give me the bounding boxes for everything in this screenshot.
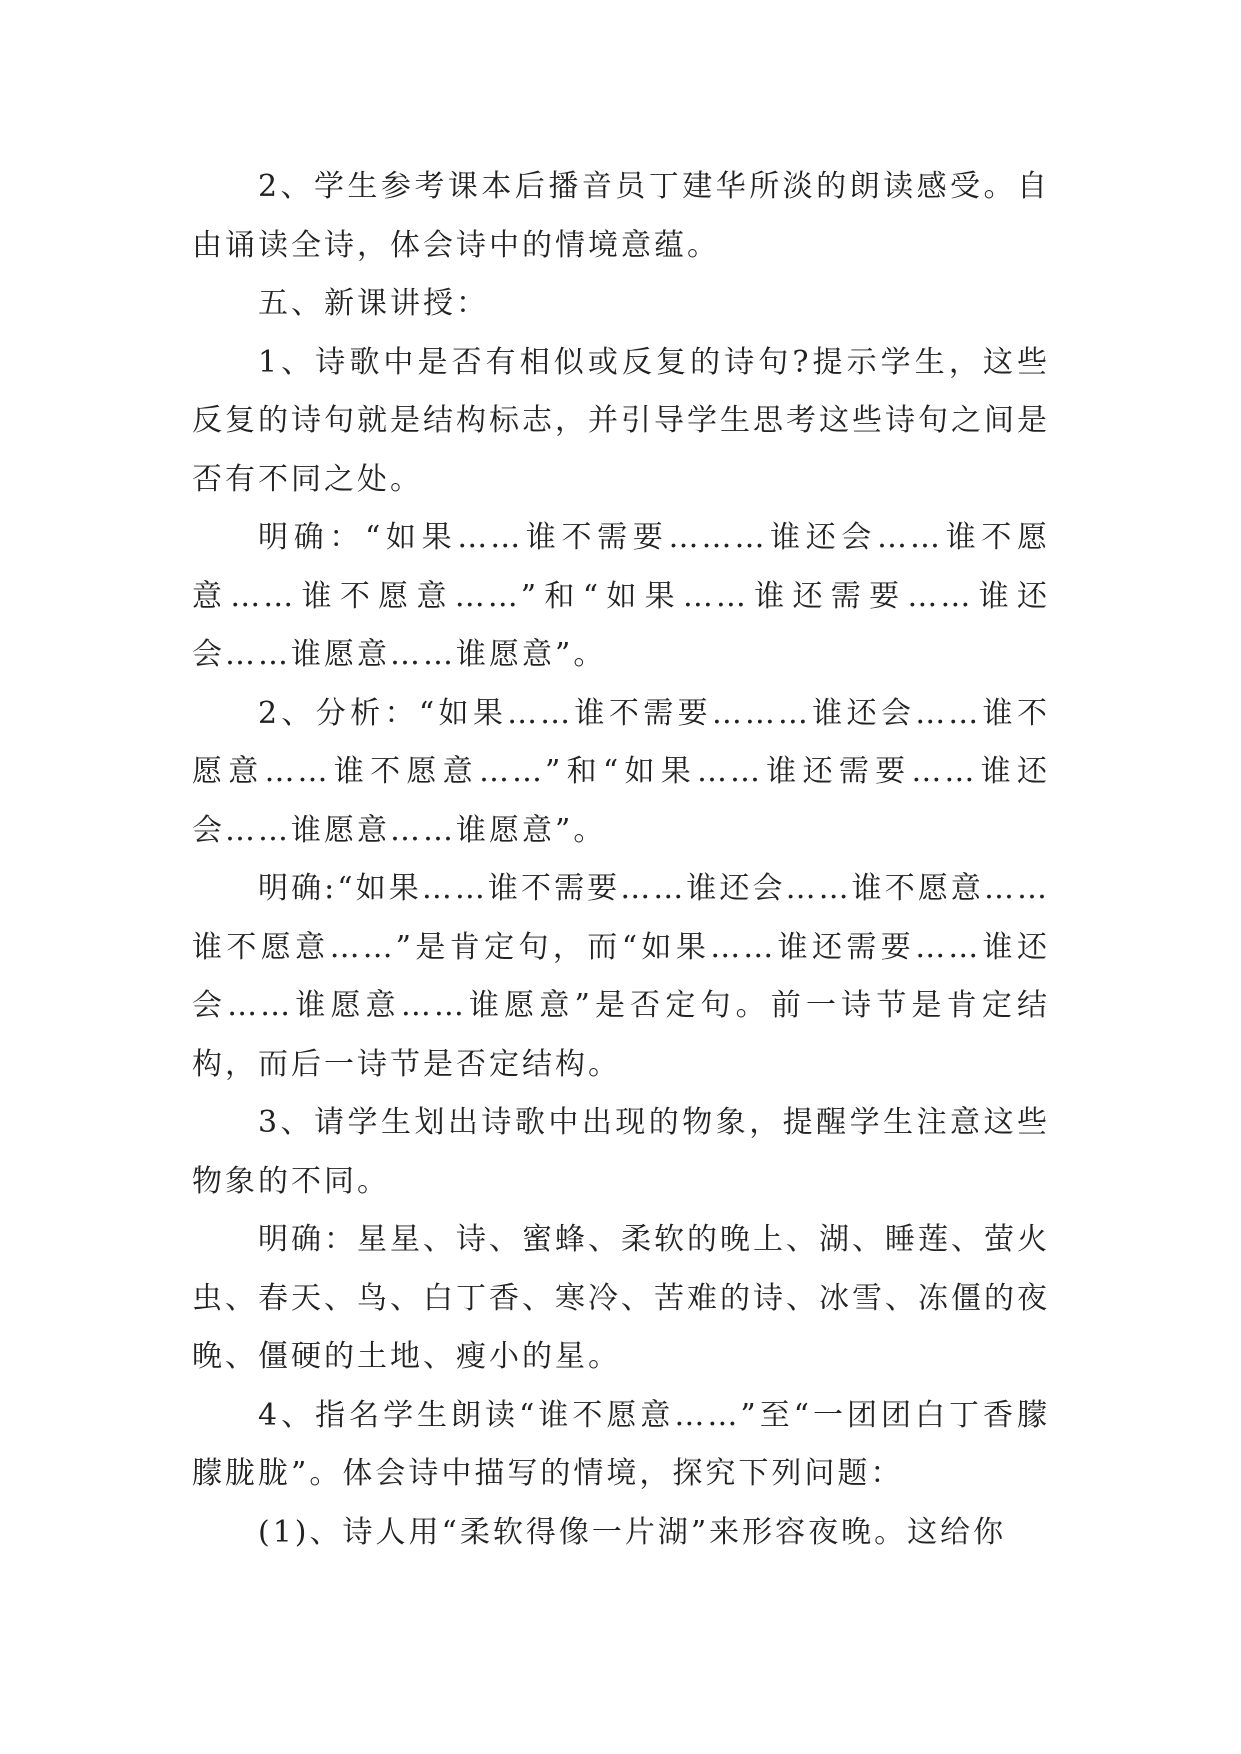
paragraph-4: 明确：“如果……谁不需要………谁还会……谁不愿意……谁不愿意……”和“如果……谁还需要……谁还会……谁愿意……谁愿意”。 [192,520,1050,672]
paragraph-1: 2、学生参考课本后播音员丁建华所淡的朗读感受。自由诵读全诗，体会诗中的情境意蕴。 [192,169,1050,263]
paragraph-10: (1)、诗人用“柔软得像一片湖”来形容夜晚。这给你 [258,1514,1007,1550]
paragraph-9: 4、指名学生朗读“谁不愿意……”至“一团团白丁香朦朦胧胧”。体会诗中描写的情境，探究下列问题： [192,1397,1050,1491]
paragraph-6: 明确:“如果……谁不需要……谁还会……谁不愿意……谁不愿意……”是肯定句，而“如果……谁还需要……谁还会……谁愿意……谁愿意”是否定句。前一诗节是肯定结构，而后一诗节是否定结构。 [192,871,1050,1082]
paragraph-3: 1、诗歌中是否有相似或反复的诗句?提示学生，这些反复的诗句就是结构标志，并引导学生思考这些诗句之间是否有不同之处。 [192,344,1050,497]
paragraph-5: 2、分析：“如果……谁不需要………谁还会……谁不愿意……谁不愿意……”和“如果……谁还需要……谁还会……谁愿意……谁愿意”。 [192,695,1050,848]
section-heading-new-lesson: 五、新课讲授： [258,286,489,321]
paragraph-7: 3、请学生划出诗歌中出现的物象，提醒学生注意这些物象的不同。 [192,1105,1050,1199]
paragraph-8: 明确：星星、诗、蜜蜂、柔软的晚上、湖、睡莲、萤火虫、春天、鸟、白丁香、寒冷、苦难的诗、冰雪、冻僵的夜晚、僵硬的土地、瘦小的星。 [192,1222,1050,1374]
document-body [192,158,1050,1562]
